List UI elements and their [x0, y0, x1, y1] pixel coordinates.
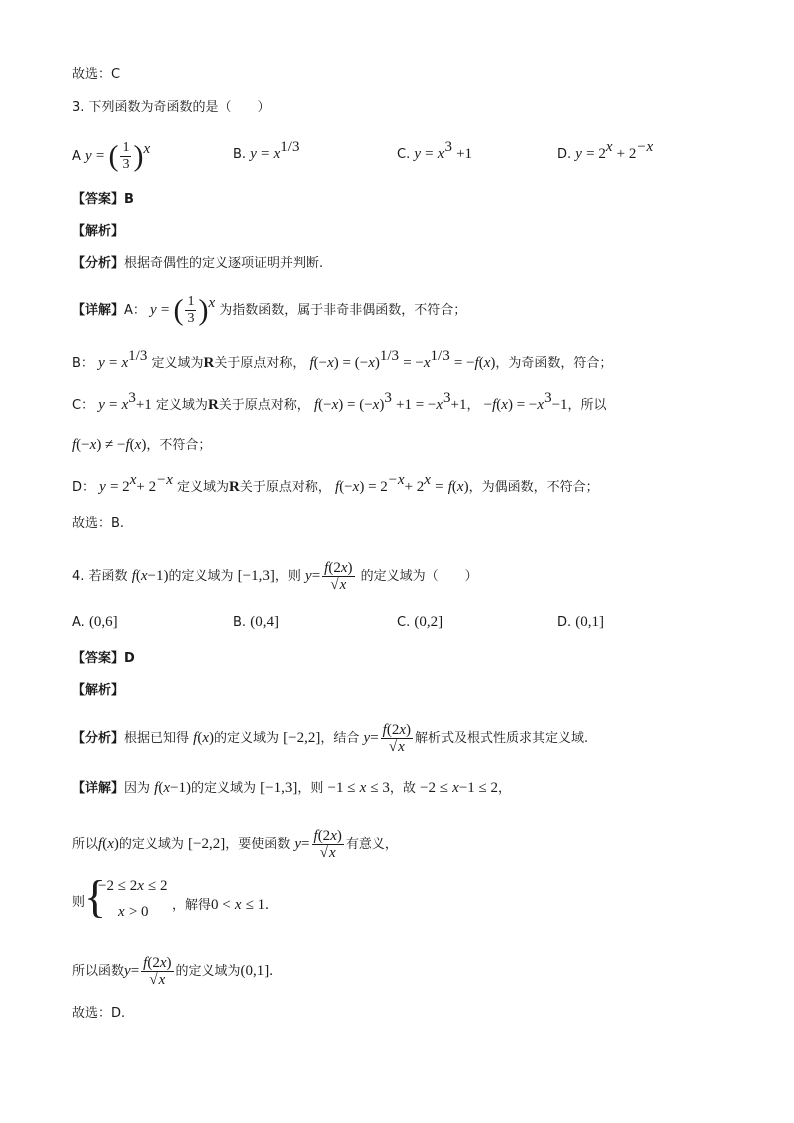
q4-system-ineq-1: −2 ≤ 2x ≤ 2 — [98, 878, 168, 894]
q3-detail-c-cont: f(−x) ≠ −f(x)，不符合； — [72, 437, 212, 453]
q4-conclusion: 故选：D. — [72, 1006, 126, 1021]
q3-option-c: C. $y = x^3 +1$ — [397, 139, 473, 162]
q3-detail-d: D： $y = 2^x+ 2^{-x}$ 定义域为R关于原点对称， $f(-x) = 2^{-x}+ 2^x = f(x)$，为偶函数，不符合； — [72, 472, 599, 495]
q3-analysis-heading: 【解析】 — [72, 224, 125, 239]
q3-option-a: A y = ( $\frac{1}{3}$ )$^x$ — [72, 139, 151, 173]
q4-detail-2: 所以f(x)的定义域为 [−2,2]，要使函数 y= $\frac{f(2x)}{√x}$ 有意义， — [72, 828, 398, 861]
q3-detail-c: C： $y = x^3+1$ 定义域为R关于原点对称， $f(-x) = (-x)^3 +1 = -x^3+1$， $-f(x) = -x^3-1$，所以 — [72, 390, 607, 413]
q4-system-ineq-2: x > 0 — [118, 904, 149, 920]
q3-option-b: B. $y = x^{1/3}$ — [233, 139, 300, 162]
q4-detail-3-label: 则 — [72, 895, 86, 910]
q3-answer: 【答案】B — [72, 192, 134, 207]
q4-fenxi: 【分析】根据已知得 f(x)的定义域为 [−2,2]，结合 y= $\frac{f(2x)}{√x}$ 解析式及根式性质求其定义域. — [72, 722, 589, 755]
q4-option-c: C. (0,2] — [397, 614, 444, 630]
question-3-stem: 3. 下列函数为奇函数的是（ ） — [72, 100, 271, 115]
q3-detail-a: 【详解】A： y = ( $\frac{1}{3}$ )$^x$ 为指数函数，属于非奇非偶函数，不符合； — [72, 293, 467, 327]
q4-analysis-heading: 【解析】 — [72, 683, 125, 698]
q4-option-d: D. (0,1] — [557, 614, 605, 630]
q4-detail-1: 【详解】因为 f(x−1)的定义域为 [−1,3]，则 −1 ≤ x ≤ 3，故 −2 ≤ x−1 ≤ 2， — [72, 780, 512, 796]
question-4-stem: 4. 若函数 f(x−1)的定义域为 [−1,3]，则 y= $\frac{f(2x)}{√x}$ 的定义域为（ ） — [72, 560, 478, 593]
q4-detail-4: 所以函数y= $\frac{f(2x)}{√x}$ 的定义域为(0,1]. — [72, 955, 274, 988]
q3-option-d: D. $y = 2^x + 2^{-x}$ — [557, 139, 654, 162]
q4-option-a: A. (0,6] — [72, 614, 118, 630]
q4-option-b: B. (0,4] — [233, 614, 279, 630]
previous-conclusion: 故选：C — [72, 67, 121, 82]
system-brace: { — [84, 871, 107, 922]
q3-detail-b: B： $y = x^{1/3}$ 定义域为R关于原点对称， $f(-x) = (-x)^{1/3} = -x^{1/3} = -f(x)$，为奇函数，符合； — [72, 348, 613, 371]
q4-detail-3-result: ，解得0 < x ≤ 1. — [172, 897, 269, 913]
q4-answer: 【答案】D — [72, 651, 135, 666]
q3-conclusion: 故选：B. — [72, 516, 125, 531]
q3-fenxi: 【分析】根据奇偶性的定义逐项证明并判断. — [72, 256, 324, 271]
